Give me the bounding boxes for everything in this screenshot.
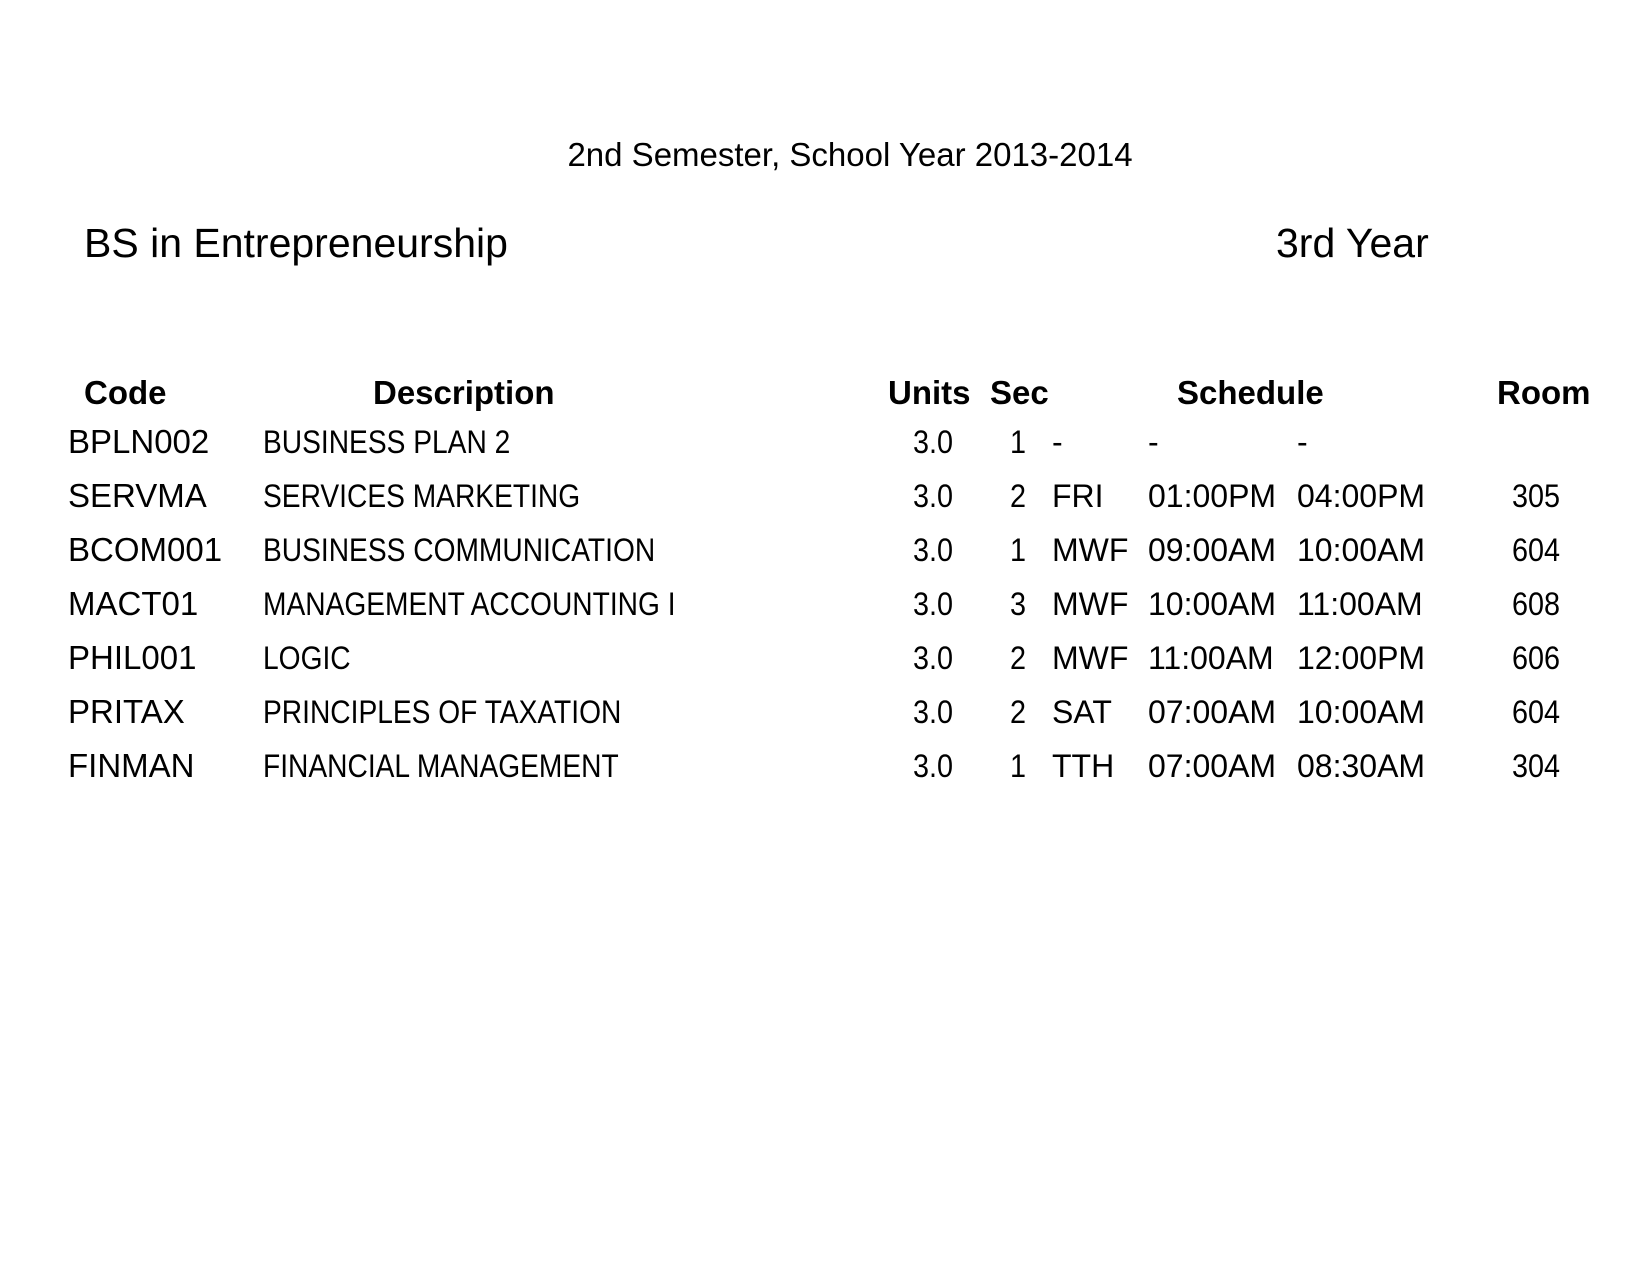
- header-code: Code: [84, 374, 167, 411]
- course-section: 2: [1009, 478, 1027, 514]
- table-row: [0, 422, 1650, 474]
- course-start-time: 10:00AM: [1148, 586, 1277, 622]
- course-end-time: -: [1297, 424, 1308, 460]
- course-start-time: 09:00AM: [1148, 532, 1277, 568]
- course-description: PRINCIPLES OF TAXATION: [263, 694, 622, 730]
- table-row: [0, 692, 1650, 744]
- course-start-time: -: [1148, 424, 1159, 460]
- course-units: 3.0: [912, 478, 954, 514]
- course-units: 3.0: [912, 748, 954, 784]
- header-schedule: Schedule: [1177, 374, 1324, 411]
- header-units: Units: [888, 374, 971, 411]
- course-code: BCOM001: [68, 531, 223, 568]
- table-row: [0, 584, 1650, 636]
- course-end-time: 10:00AM: [1297, 694, 1426, 730]
- semester-title: 2nd Semester, School Year 2013-2014: [567, 136, 1133, 173]
- course-units: 3.0: [912, 424, 954, 460]
- course-days: MWF: [1052, 586, 1129, 622]
- table-row: [0, 746, 1650, 798]
- course-description: FINANCIAL MANAGEMENT: [263, 748, 619, 784]
- table-row: [0, 638, 1650, 690]
- course-start-time: 01:00PM: [1148, 478, 1277, 514]
- course-section: 1: [1009, 748, 1027, 784]
- course-section: 1: [1009, 424, 1027, 460]
- course-room: 606: [1511, 640, 1561, 676]
- course-code: PHIL001: [68, 639, 197, 676]
- course-days: FRI: [1052, 478, 1104, 514]
- course-description: MANAGEMENT ACCOUNTING I: [263, 586, 676, 622]
- course-code: MACT01: [68, 585, 199, 622]
- course-start-time: 07:00AM: [1148, 694, 1277, 730]
- table-row: [0, 530, 1650, 582]
- course-units: 3.0: [912, 640, 954, 676]
- header-description: Description: [373, 374, 555, 411]
- course-section: 3: [1009, 586, 1027, 622]
- course-description: BUSINESS COMMUNICATION: [263, 532, 656, 568]
- course-end-time: 08:30AM: [1297, 748, 1426, 784]
- course-room: 608: [1511, 586, 1561, 622]
- course-start-time: 07:00AM: [1148, 748, 1277, 784]
- course-section: 1: [1009, 532, 1027, 568]
- course-days: MWF: [1052, 532, 1129, 568]
- course-room: 304: [1511, 748, 1561, 784]
- course-room: 305: [1511, 478, 1561, 514]
- program-name: BS in Entrepreneurship: [84, 220, 508, 266]
- course-end-time: 11:00AM: [1297, 586, 1423, 622]
- course-code: SERVMA: [68, 477, 207, 514]
- course-days: TTH: [1052, 748, 1115, 784]
- course-description: BUSINESS PLAN 2: [263, 424, 511, 460]
- course-section: 2: [1009, 694, 1027, 730]
- course-end-time: 12:00PM: [1297, 640, 1426, 676]
- course-start-time: 11:00AM: [1148, 640, 1274, 676]
- course-code: PRITAX: [68, 693, 185, 730]
- course-end-time: 04:00PM: [1297, 478, 1426, 514]
- course-description: SERVICES MARKETING: [263, 478, 581, 514]
- course-units: 3.0: [912, 586, 954, 622]
- year-level: 3rd Year: [1276, 220, 1429, 266]
- course-days: -: [1052, 424, 1063, 460]
- course-description: LOGIC: [263, 640, 351, 676]
- table-row: [0, 476, 1650, 528]
- course-section: 2: [1009, 640, 1027, 676]
- course-days: MWF: [1052, 640, 1129, 676]
- course-code: BPLN002: [68, 423, 210, 460]
- course-end-time: 10:00AM: [1297, 532, 1426, 568]
- course-room: 604: [1511, 694, 1561, 730]
- header-room: Room: [1497, 374, 1591, 411]
- course-room: 604: [1511, 532, 1561, 568]
- course-code: FINMAN: [68, 747, 195, 784]
- course-units: 3.0: [912, 532, 954, 568]
- header-sec: Sec: [990, 374, 1049, 411]
- course-units: 3.0: [912, 694, 954, 730]
- course-days: SAT: [1052, 694, 1112, 730]
